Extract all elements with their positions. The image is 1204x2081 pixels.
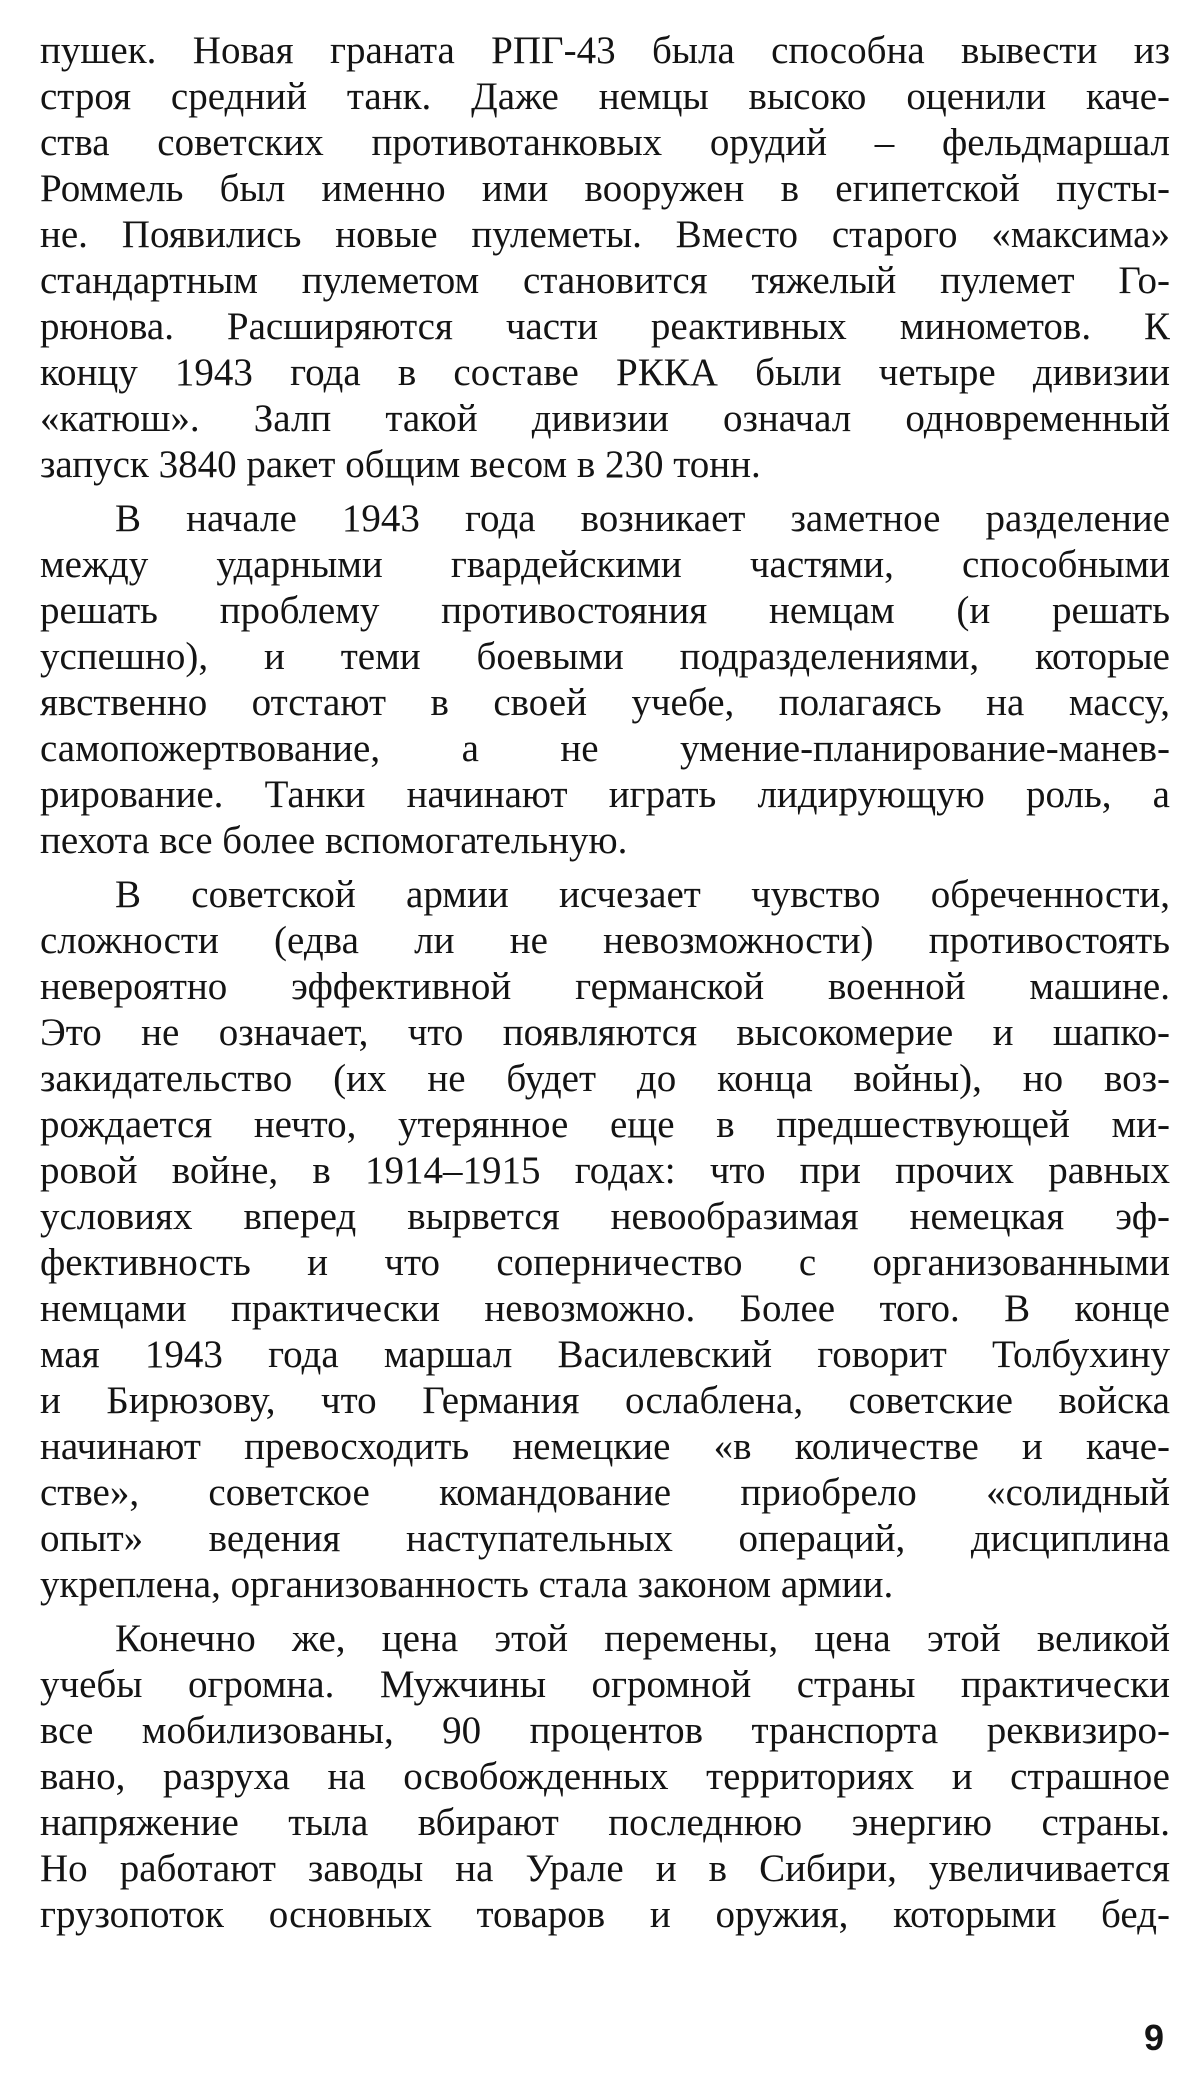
text-line: ровой войне, в 1914–1915 годах: что при прочих равных	[40, 1149, 1170, 1192]
paragraph	[40, 496, 1170, 864]
text-line: между ударными гвардейскими частями, способными	[40, 543, 1170, 586]
text-line: стандартным пулеметом становится тяжелый пулемет Го-	[40, 259, 1170, 302]
text-line: Роммель был именно ими вооружен в египетской пусты-	[40, 167, 1170, 210]
text-line: опыт» ведения наступательных операций, дисциплина	[40, 1517, 1170, 1560]
text-line: и Бирюзову, что Германия ослаблена, советские войска	[40, 1379, 1170, 1422]
text-line: закидательство (их не будет до конца войны), но воз-	[40, 1057, 1170, 1100]
text-line: запуск 3840 ракет общим весом в 230 тонн.	[40, 443, 761, 486]
text-line: рюнова. Расширяются части реактивных минометов. К	[40, 305, 1170, 348]
text-line: явственно отстают в своей учебе, полагаясь на массу,	[40, 681, 1170, 724]
text-line: «катюш». Залп такой дивизии означал одновременный	[40, 397, 1170, 440]
text-line: немцами практически невозможно. Более того. В конце	[40, 1287, 1170, 1330]
text-line: рождается нечто, утерянное еще в предшествующей ми-	[40, 1103, 1170, 1146]
text-line: фективность и что соперничество с организованными	[40, 1241, 1170, 1284]
text-line: условиях вперед вырвется невообразимая немецкая эф-	[40, 1195, 1170, 1238]
text-line: напряжение тыла вбирают последнюю энергию страны.	[40, 1801, 1170, 1844]
text-line: Конечно же, цена этой перемены, цена этой великой	[115, 1617, 1170, 1660]
text-line: решать проблему противостояния немцам (и решать	[40, 589, 1170, 632]
paragraph	[40, 28, 1170, 488]
text-line: стве», советское командование приобрело «солидный	[40, 1471, 1170, 1514]
text-line: все мобилизованы, 90 процентов транспорта реквизиро-	[40, 1709, 1170, 1752]
text-line: успешно), и теми боевыми подразделениями, которые	[40, 635, 1170, 678]
text-line: концу 1943 года в составе РККА были четыре дивизии	[40, 351, 1170, 394]
text-line: Но работают заводы на Урале и в Сибири, увеличивается	[40, 1847, 1170, 1890]
paragraph	[40, 872, 1170, 1608]
text-line: пушек. Новая граната РПГ-43 была способна вывести из	[40, 29, 1170, 72]
text-line: невероятно эффективной германской военной машине.	[40, 965, 1170, 1008]
text-line: Это не означает, что появляются высокомерие и шапко-	[40, 1011, 1170, 1054]
text-line: мая 1943 года маршал Василевский говорит Толбухину	[40, 1333, 1170, 1376]
text-line: не. Появились новые пулеметы. Вместо старого «максима»	[40, 213, 1170, 256]
text-line: В советской армии исчезает чувство обреченности,	[115, 873, 1170, 916]
text-line: рирование. Танки начинают играть лидирующую роль, а	[40, 773, 1170, 816]
text-line: ства советских противотанковых орудий – фельдмаршал	[40, 121, 1170, 164]
text-line: строя средний танк. Даже немцы высоко оценили каче-	[40, 75, 1170, 118]
text-line: сложности (едва ли не невозможности) противостоять	[40, 919, 1170, 962]
paragraph	[40, 1616, 1170, 1938]
page-body	[40, 28, 1170, 1938]
page-number: 9	[1143, 2017, 1164, 2058]
text-line: учебы огромна. Мужчины огромной страны практически	[40, 1663, 1170, 1706]
text-line: начинают превосходить немецкие «в количестве и каче-	[40, 1425, 1170, 1468]
text-line: В начале 1943 года возникает заметное разделение	[115, 497, 1170, 540]
text-line: самопожертвование, а не умение-планирование-манев-	[40, 727, 1170, 770]
text-line: вано, разруха на освобожденных территориях и страшное	[40, 1755, 1170, 1798]
text-line: грузопоток основных товаров и оружия, которыми бед-	[40, 1893, 1170, 1936]
text-line: пехота все более вспомогательную.	[40, 819, 628, 862]
text-line: укреплена, организованность стала законом армии.	[40, 1563, 894, 1606]
